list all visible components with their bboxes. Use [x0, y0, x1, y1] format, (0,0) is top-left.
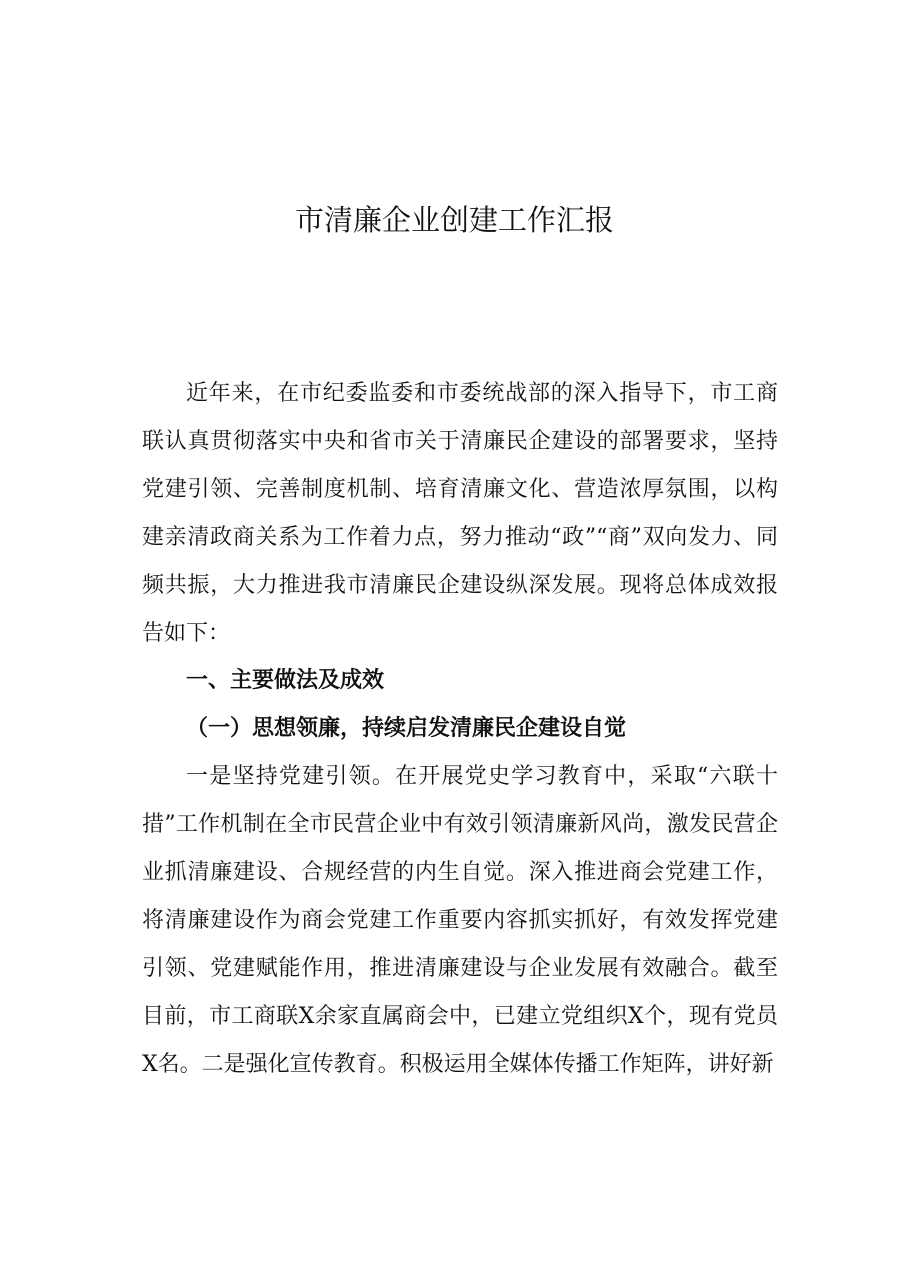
- section-heading: 一、主要做法及成效: [186, 668, 385, 694]
- document-title: 市清廉企业创建工作汇报: [294, 203, 614, 237]
- subsection-heading: （一）思想领廉，持续启发清廉民企建设自觉: [186, 715, 627, 742]
- intro-paragraph: 近年来，在市纪委监委和市委统战部的深入指导下，市工商联认真贯彻落实中央和省市关于清廉民企建设的部署要求，坚持党建引领、完善制度机制、培育清廉文化、营造浓厚氛围，以构建亲清政商关系为工作着力点，努力推动“政”“商”双向发力、同频共振，大力推进我市清廉民企建设纵深发展。现将总体成效报告如下：: [142, 381, 778, 646]
- body-paragraph: 一是坚持党建引领。在开展党史学习教育中，采取“六联十措”工作机制在全市民营企业中有效引领清廉新风尚，激发民营企业抓清廉建设、合规经营的内生自觉。深入推进商会党建工作，将清廉建设作为商会党建工作重要内容抓实抓好，有效发挥党建引领、党建赋能作用，推进清廉建设与企业发展有效融合。截至目前，市工商联X余家直属商会中，已建立党组织X个，现有党员X名。二是强化宣传教育。积极运用全媒体传播工作矩阵，讲好新: [142, 764, 778, 1077]
- document-body: [142, 370, 778, 1089]
